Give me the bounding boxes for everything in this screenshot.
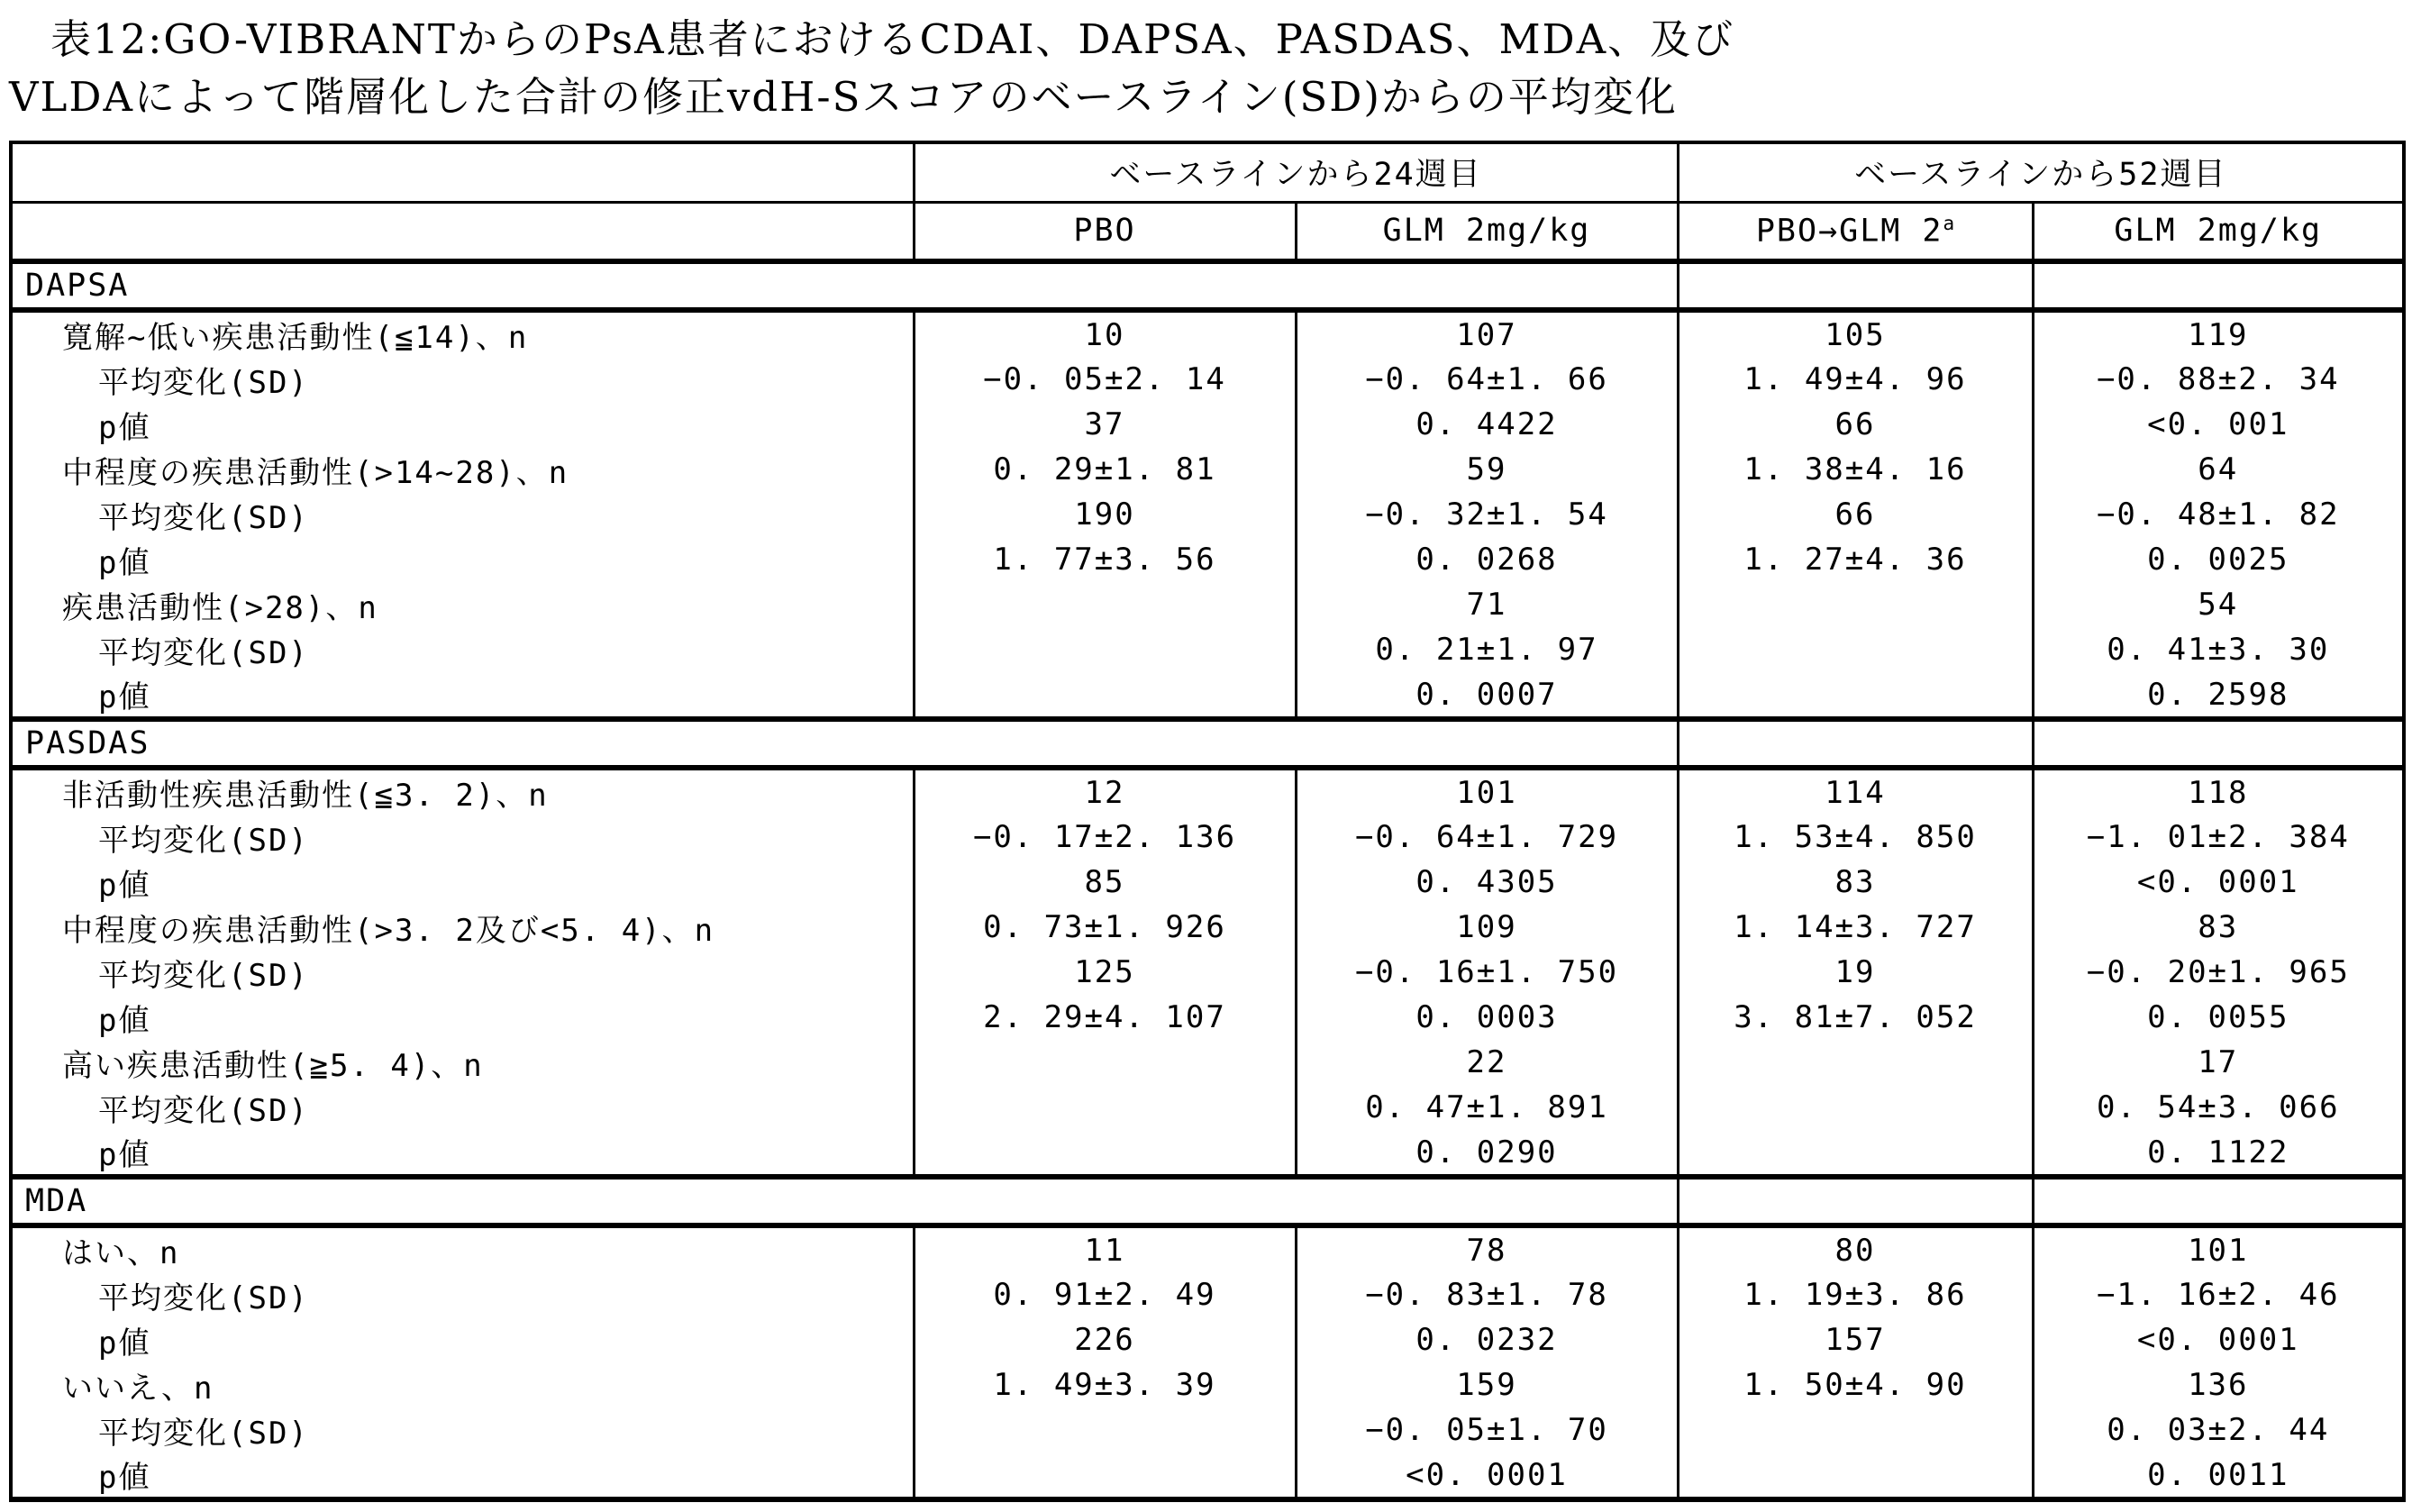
table-row	[11, 1453, 2404, 1499]
colgroup-week24: ベースラインから24週目	[914, 142, 1678, 202]
section-empty-cell	[1678, 261, 2033, 310]
cell-value	[914, 1130, 1296, 1177]
section-row-dapsa	[11, 261, 2404, 310]
cell-value: 12	[914, 768, 1296, 815]
header-empty-cell	[11, 202, 914, 261]
cell-value: −0. 64±1. 729	[1296, 815, 1678, 860]
cell-value	[1678, 672, 2033, 719]
cell-value: 190	[914, 492, 1296, 537]
cell-value: 159	[1296, 1362, 1678, 1407]
section-header-mda: MDA	[11, 1177, 1678, 1225]
row-label: 平均変化(SD)	[11, 627, 914, 672]
cell-value: <0. 0001	[2033, 860, 2404, 905]
cell-value: −0. 20±1. 965	[2033, 950, 2404, 995]
row-label: p値	[11, 1453, 914, 1499]
table-row	[11, 905, 2404, 950]
cell-value: 226	[914, 1317, 1296, 1362]
row-label: 平均変化(SD)	[11, 1085, 914, 1130]
cell-value: 17	[2033, 1040, 2404, 1085]
cell-value	[1678, 1407, 2033, 1453]
section-empty-cell	[2033, 719, 2404, 768]
cell-value: 0. 2598	[2033, 672, 2404, 719]
row-label: p値	[11, 1130, 914, 1177]
cell-value: 37	[914, 402, 1296, 447]
col-header-glm-24: GLM 2mg/kg	[1296, 202, 1678, 261]
row-label: 中程度の疾患活動性(>3. 2及び<5. 4)、n	[11, 905, 914, 950]
section-header-pasdas: PASDAS	[11, 719, 1678, 768]
table-row	[11, 492, 2404, 537]
cell-value	[1678, 627, 2033, 672]
cell-value: 0. 73±1. 926	[914, 905, 1296, 950]
cell-value: 0. 0011	[2033, 1453, 2404, 1499]
section-header-dapsa: DAPSA	[11, 261, 1678, 310]
table-row	[11, 1085, 2404, 1130]
col-header-glm-52: GLM 2mg/kg	[2033, 202, 2404, 261]
table-row	[11, 402, 2404, 447]
cell-value: 107	[1296, 310, 1678, 357]
cell-value: −0. 17±2. 136	[914, 815, 1296, 860]
row-label: p値	[11, 995, 914, 1040]
cell-value: −0. 83±1. 78	[1296, 1272, 1678, 1317]
cell-value: 1. 50±4. 90	[1678, 1362, 2033, 1407]
row-label: p値	[11, 537, 914, 582]
cell-value: 1. 19±3. 86	[1678, 1272, 2033, 1317]
section-row-mda	[11, 1177, 2404, 1225]
cell-value: 0. 4422	[1296, 402, 1678, 447]
cell-value: 0. 03±2. 44	[2033, 1407, 2404, 1453]
cell-value: 1. 38±4. 16	[1678, 447, 2033, 492]
table-row	[11, 1225, 2404, 1272]
header-row-arms	[11, 202, 2404, 261]
cell-value: 0. 1122	[2033, 1130, 2404, 1177]
cell-value: 80	[1678, 1225, 2033, 1272]
title-line-2: VLDAによって階層化した合計の修正vdH-Sスコアのベースライン(SD)からの平均変化	[9, 73, 1678, 121]
cell-value: 22	[1296, 1040, 1678, 1085]
header-empty-cell	[11, 142, 914, 202]
section-empty-cell	[2033, 1177, 2404, 1225]
cell-value: 1. 49±3. 39	[914, 1362, 1296, 1407]
colgroup-week52: ベースラインから52週目	[1678, 142, 2404, 202]
cell-value: −0. 05±2. 14	[914, 357, 1296, 402]
table-row	[11, 1272, 2404, 1317]
section-empty-cell	[1678, 1177, 2033, 1225]
cell-value: 136	[2033, 1362, 2404, 1407]
row-label: p値	[11, 402, 914, 447]
cell-value: 1. 53±4. 850	[1678, 815, 2033, 860]
row-label: 平均変化(SD)	[11, 1272, 914, 1317]
row-label: p値	[11, 1317, 914, 1362]
table-row	[11, 582, 2404, 627]
cell-value: 1. 14±3. 727	[1678, 905, 2033, 950]
table-title	[0, 0, 2412, 126]
cell-value	[1678, 1040, 2033, 1085]
row-label: はい、n	[11, 1225, 914, 1272]
section-empty-cell	[2033, 261, 2404, 310]
row-label: p値	[11, 860, 914, 905]
cell-value: 83	[2033, 905, 2404, 950]
row-label: 高い疾患活動性(≧5. 4)、n	[11, 1040, 914, 1085]
table-row	[11, 537, 2404, 582]
cell-value: 0. 54±3. 066	[2033, 1085, 2404, 1130]
row-label: 平均変化(SD)	[11, 815, 914, 860]
table-row	[11, 815, 2404, 860]
cell-value: −1. 16±2. 46	[2033, 1272, 2404, 1317]
row-label: 平均変化(SD)	[11, 492, 914, 537]
cell-value	[914, 582, 1296, 627]
row-label: 疾患活動性(>28)、n	[11, 582, 914, 627]
table-row	[11, 310, 2404, 357]
table-row	[11, 447, 2404, 492]
cell-value: 1. 77±3. 56	[914, 537, 1296, 582]
cell-value: <0. 0001	[1296, 1453, 1678, 1499]
cell-value: 0. 41±3. 30	[2033, 627, 2404, 672]
cell-value	[914, 627, 1296, 672]
cell-value: 118	[2033, 768, 2404, 815]
cell-value	[914, 1040, 1296, 1085]
cell-value	[914, 1085, 1296, 1130]
cell-value: 0. 0290	[1296, 1130, 1678, 1177]
cell-value: <0. 0001	[2033, 1317, 2404, 1362]
cell-value: 66	[1678, 402, 2033, 447]
cell-value	[1678, 582, 2033, 627]
col-header-pbo-to-glm-text: PBO→GLM 2	[1755, 213, 1943, 250]
cell-value	[1678, 1453, 2033, 1499]
cell-value: −0. 32±1. 54	[1296, 492, 1678, 537]
data-table	[9, 141, 2406, 1502]
table-row	[11, 995, 2404, 1040]
table-row	[11, 1317, 2404, 1362]
cell-value: 78	[1296, 1225, 1678, 1272]
row-label: 平均変化(SD)	[11, 357, 914, 402]
cell-value: −0. 64±1. 66	[1296, 357, 1678, 402]
cell-value: 2. 29±4. 107	[914, 995, 1296, 1040]
cell-value: 105	[1678, 310, 2033, 357]
table-row	[11, 1407, 2404, 1453]
section-empty-cell	[1678, 719, 2033, 768]
cell-value: 83	[1678, 860, 2033, 905]
table-row	[11, 1130, 2404, 1177]
table-row	[11, 768, 2404, 815]
table-row	[11, 357, 2404, 402]
cell-value: 157	[1678, 1317, 2033, 1362]
cell-value: −1. 01±2. 384	[2033, 815, 2404, 860]
cell-value: 1. 27±4. 36	[1678, 537, 2033, 582]
cell-value: 101	[1296, 768, 1678, 815]
row-label: 平均変化(SD)	[11, 950, 914, 995]
cell-value	[914, 1453, 1296, 1499]
cell-value: 59	[1296, 447, 1678, 492]
cell-value: 3. 81±7. 052	[1678, 995, 2033, 1040]
cell-value: 85	[914, 860, 1296, 905]
cell-value: −0. 16±1. 750	[1296, 950, 1678, 995]
cell-value: 119	[2033, 310, 2404, 357]
cell-value: −0. 88±2. 34	[2033, 357, 2404, 402]
row-label: 非活動性疾患活動性(≦3. 2)、n	[11, 768, 914, 815]
cell-value: 0. 0007	[1296, 672, 1678, 719]
cell-value: −0. 05±1. 70	[1296, 1407, 1678, 1453]
cell-value: 0. 21±1. 97	[1296, 627, 1678, 672]
cell-value: 64	[2033, 447, 2404, 492]
cell-value: 0. 0025	[2033, 537, 2404, 582]
row-label: いいえ、n	[11, 1362, 914, 1407]
cell-value	[1678, 1130, 2033, 1177]
cell-value: 0. 29±1. 81	[914, 447, 1296, 492]
cell-value: 0. 4305	[1296, 860, 1678, 905]
cell-value: 101	[2033, 1225, 2404, 1272]
title-line-1: 表12:GO-VIBRANTからのPsA患者におけるCDAI、DAPSA、PASDAS、MDA、及び	[50, 15, 1735, 63]
cell-value: 10	[914, 310, 1296, 357]
row-label: 平均変化(SD)	[11, 1407, 914, 1453]
cell-value	[914, 672, 1296, 719]
cell-value: 0. 0232	[1296, 1317, 1678, 1362]
cell-value: 1. 49±4. 96	[1678, 357, 2033, 402]
cell-value: 125	[914, 950, 1296, 995]
table-row	[11, 860, 2404, 905]
cell-value: 109	[1296, 905, 1678, 950]
table-row	[11, 1362, 2404, 1407]
table-row	[11, 1040, 2404, 1085]
table-row	[11, 950, 2404, 995]
col-header-pbo-to-glm	[1678, 202, 2033, 261]
row-label: p値	[11, 672, 914, 719]
cell-value	[914, 1407, 1296, 1453]
table-row	[11, 672, 2404, 719]
cell-value: 66	[1678, 492, 2033, 537]
cell-value	[1678, 1085, 2033, 1130]
footnote-marker-a: a	[1943, 212, 1955, 234]
cell-value: 11	[914, 1225, 1296, 1272]
cell-value: 71	[1296, 582, 1678, 627]
section-row-pasdas	[11, 719, 2404, 768]
row-label: 中程度の疾患活動性(>14~28)、n	[11, 447, 914, 492]
cell-value: 0. 47±1. 891	[1296, 1085, 1678, 1130]
cell-value: 19	[1678, 950, 2033, 995]
cell-value: −0. 48±1. 82	[2033, 492, 2404, 537]
cell-value: 0. 0268	[1296, 537, 1678, 582]
cell-value: 0. 0003	[1296, 995, 1678, 1040]
cell-value: 114	[1678, 768, 2033, 815]
cell-value: 0. 91±2. 49	[914, 1272, 1296, 1317]
cell-value: <0. 001	[2033, 402, 2404, 447]
cell-value: 0. 0055	[2033, 995, 2404, 1040]
cell-value: 54	[2033, 582, 2404, 627]
table-row	[11, 627, 2404, 672]
row-label: 寛解~低い疾患活動性(≦14)、n	[11, 310, 914, 357]
col-header-pbo: PBO	[914, 202, 1296, 261]
header-row-groups	[11, 142, 2404, 202]
